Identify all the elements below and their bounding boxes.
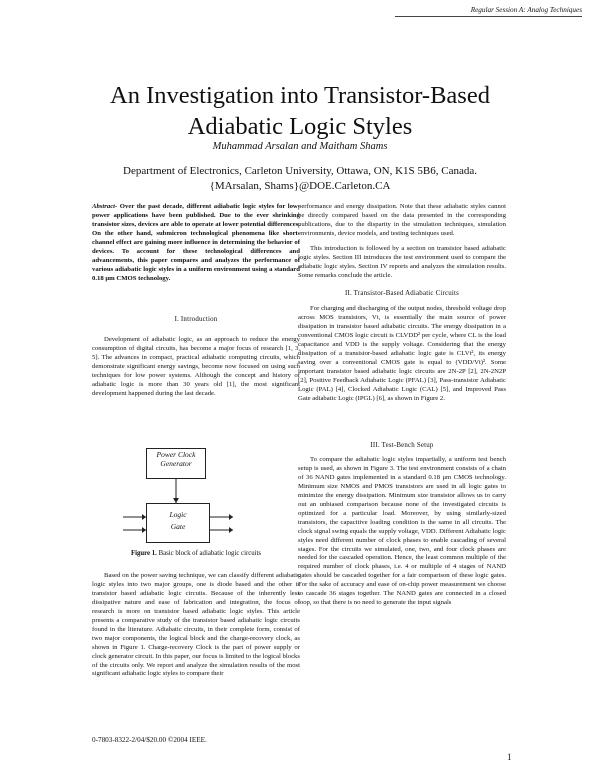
output-arrow-b bbox=[229, 527, 233, 533]
affiliation-line-1: Department of Electronics, Carleton University, Ottawa, ON, K1S 5B6, Canada. bbox=[123, 165, 477, 177]
power-clock-generator-box bbox=[146, 448, 206, 479]
right-p3-text: For charging and discharging of the output nodes, threshold voltage drop across MOS transistors, Vt, is essentially the main source of power dissipation in transistor based adiabatic circuits. The energy dissipation in a conventional CMOS logic circuit is CLVDD² per cycle, where CL is the load capacitance and VDD is the supply voltage. Considering that the energy dissipation of a transistor-based adiabatic logic gate is CLVt², its energy saving over a conventional CMOS gate is equal to (VDD/Vt)². Some important transistor based adiabatic logic circuits are 2N-2P [2], 2N-2N2P [2], Positive Feedback Adiabatic Logic (PFAL) [3], Pass-transistor Adiabatic Logic (PAL) [4], Clocked Adiabatic Logic (CAL) [5], and Improved Pass Gate adiabatic Logic (IPGL) [6], as shown in Figure 2. bbox=[298, 305, 506, 402]
title-line-1: An Investigation into Transistor-Based bbox=[110, 82, 490, 109]
page-number: 1 bbox=[507, 752, 512, 762]
caption-label: Figure 1. bbox=[130, 550, 157, 557]
right-p2-text: This introduction is followed by a section on transistor based adiabatic logic styles. Section III introduces the test environment used to compare the adiabatic logic styles. Section IV reports and analyzes the simulation results. Some remarks conclude the article. bbox=[298, 245, 506, 279]
header-rule bbox=[395, 16, 582, 17]
gate-label: Gate bbox=[170, 522, 186, 531]
title-line-2: Adiabatic Logic Styles bbox=[187, 113, 413, 140]
abstract-label: Abstract- bbox=[92, 203, 118, 210]
abstract-text: Over the past decade, different adiabatic logic styles for low-power applications have been published. Due to the ever shrinking transistor sizes, devices are able to operate at lower potential differences. On the other hand, submicron technological phenomena like short-channel effect are gaining more influence in determining the behavior of devices. To account for these technological differences and advancements, this paper compares and analyzes the performance of various adiabatic logic styles in a uniform environment using a standard 0.18 μm CMOS technology. bbox=[92, 203, 300, 282]
section-heading-intro: I. Introduction bbox=[174, 316, 218, 323]
intro-paragraph-1 bbox=[92, 336, 300, 399]
figure-1-caption bbox=[92, 550, 300, 557]
right-paragraph-3 bbox=[298, 305, 506, 403]
intro-p1-text: Development of adiabatic logic, as an approach to reduce the energy consumption of digital circuits, has become a major focus of research [1, 3, 5]. The advances in compact, practical adiabatic computing circuits, which demonstrate significant energy savings, become now focused on using such techniques for low power systems. Although the concept and history of adiabatic logic is more than 30 years old [1], the most significant development happened during the last decade. bbox=[92, 336, 300, 397]
right-paragraph-1 bbox=[298, 203, 506, 239]
logic-gate-box bbox=[146, 503, 210, 543]
running-header: Regular Session A: Analog Techniques bbox=[470, 6, 582, 14]
affiliation-email: {MArsalan, Shams}@DOE.Carleton.CA bbox=[209, 180, 391, 192]
abstract bbox=[92, 203, 300, 284]
right-paragraph-2 bbox=[298, 245, 506, 281]
figure-1 bbox=[118, 445, 268, 550]
section-heading-2: II. Transistor-Based Adiabatic Circuits bbox=[344, 290, 460, 297]
right-p4-text: To compare the adiabatic logic styles impartially, a uniform test bench setup is used, as shown in Figure 3. The test environment consists of a chain of 36 NAND gates implemented in a standard 0.18 μm CMOS technology. Minimum size NMOS and PMOS transistors are used in all logic gates to minimize the energy dissipation. Minimum size transistor allows us to carry out an unbiased comparison because none of the investigated circuits is optimized for a particular load. Moreover, by using similarly-sized transistors, the capacitive loading condition is the same in all circuits. The clock signal swing equals the supply voltage, VDD. Different Adiabatic logic styles need different number of clock phases to enable cascading of several stages. For the circuits we simulated, one, two, and four clock phases are needed for the cascaded operation. Hence, the least common multiple of the required number of clock phases, i.e. 4 or multiple of 4 stages of NAND gates should be cascaded together for a fair comparison of these logic gates. For the sake of accuracy and ease of on-chip power measurement we choose to cascade 36 stages together. The NAND gates are connected in a closed loop, so that there is no need to generate the input signals bbox=[298, 456, 506, 607]
logic-label: Logic bbox=[169, 510, 187, 519]
output-arrow bbox=[229, 514, 233, 520]
intro-paragraph-2 bbox=[92, 572, 300, 679]
caption-text: Basic block of adiabatic logic circuits bbox=[156, 550, 262, 557]
power-clock-label: Power Clock Generator bbox=[156, 450, 196, 468]
section-heading-3: III. Test-Bench Setup bbox=[370, 442, 434, 449]
right-paragraph-4 bbox=[298, 456, 506, 608]
paper-title bbox=[0, 80, 600, 142]
authors: Muhammad Arsalan and Maitham Shams bbox=[212, 141, 388, 152]
affiliation bbox=[0, 164, 600, 194]
copyright-footer: 0-7803-8322-2/04/$20.00 ©2004 IEEE. bbox=[92, 736, 207, 744]
right-p1-text: performance and energy dissipation. Note that these adiabatic styles cannot be directly compared based on the data presented in the corresponding publications, due to the disparity in the simulation techniques, simulation environments, device models, and testing techniques used. bbox=[298, 203, 506, 237]
intro-p2-text: Based on the power saving technique, we can classify different adiabatic logic styles into two major groups, one is diode based and the other is transistor based adiabatic logic circuits. Because of the inherently less dissipative nature and ease of fabrication and integration, the focus of research is more on transistor based adiabatic logic styles. This article presents a comparative study of the transistor based adiabatic logic circuits found in the literature. Adiabatic circuits, in their complete form, consist of two major components, the logical block and the charge-recovery clock, as shown in Figure 1. Charge-recovery Clock is the part of power supply or clock generator circuit. In this paper, our focus is limited to the logical blocks of the circuits only. We report and analyze the simulation results of the most significant adiabatic logic styles to compare their bbox=[92, 572, 300, 678]
